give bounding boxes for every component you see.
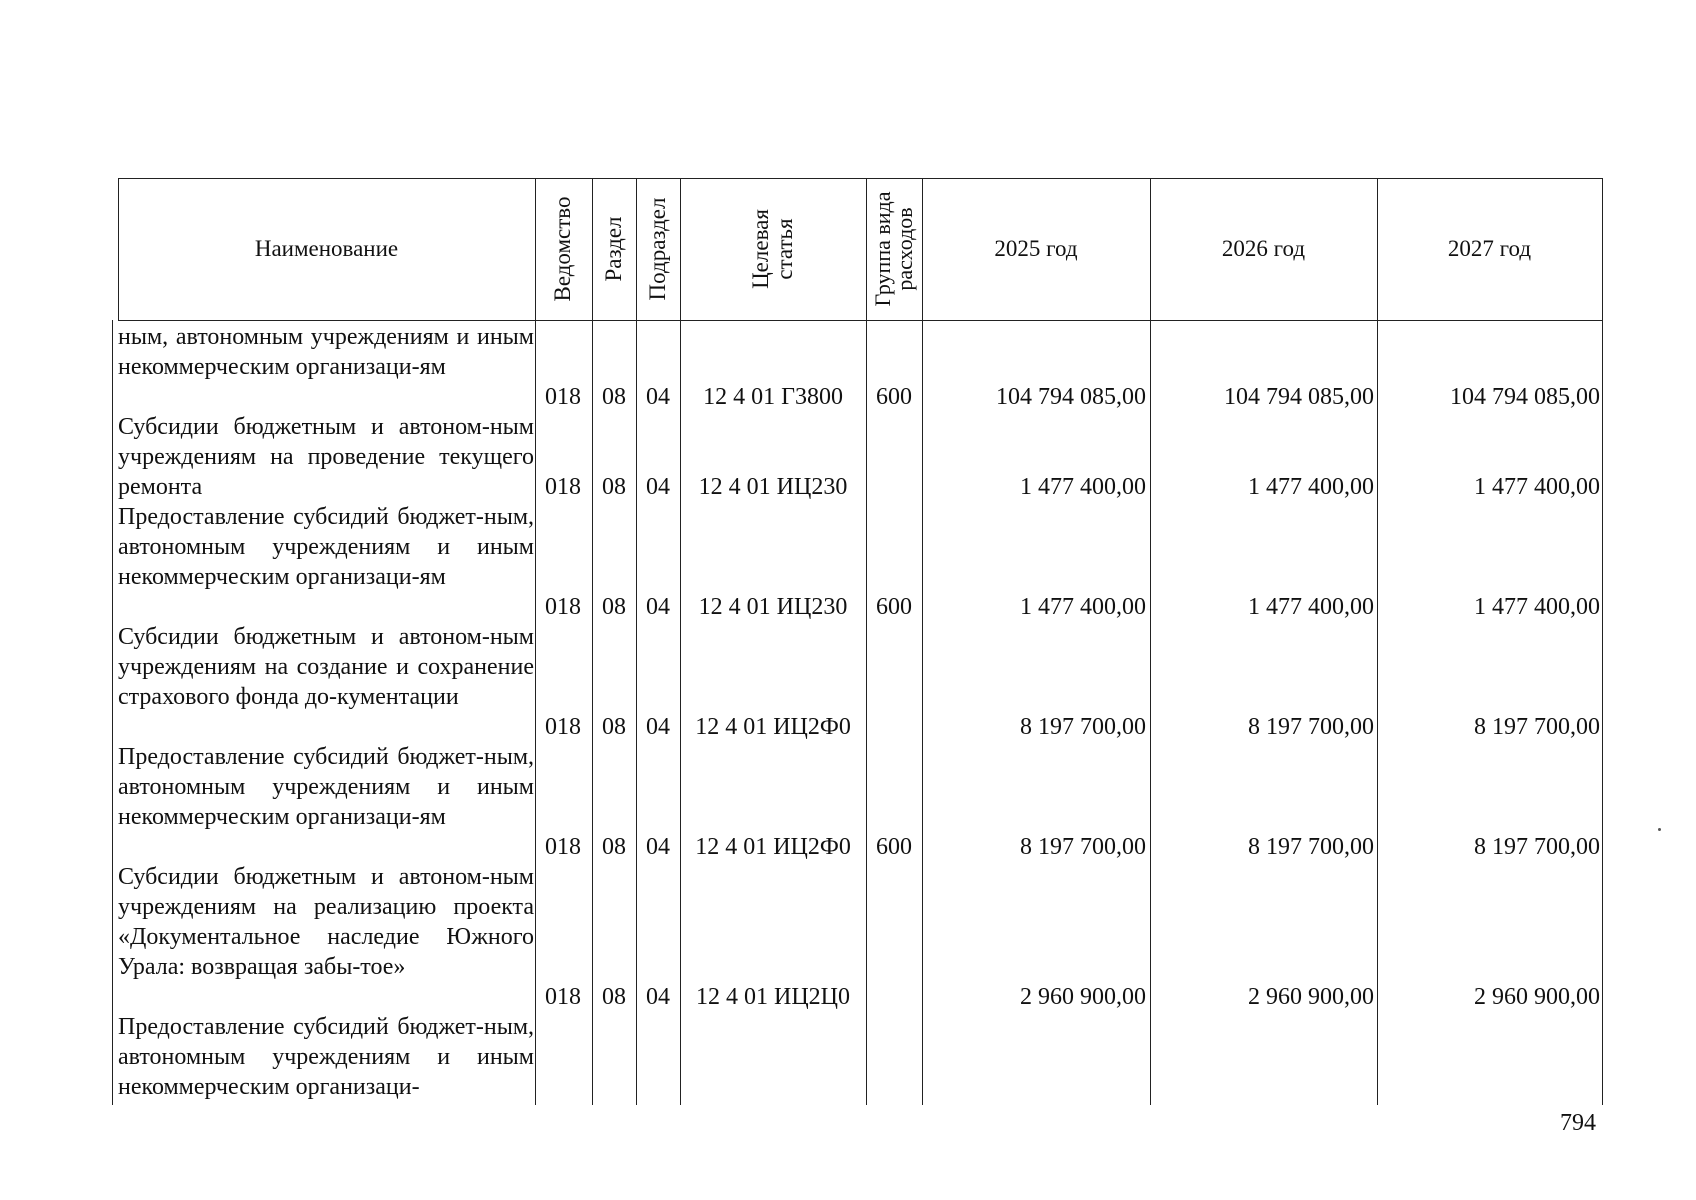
col-border-left-body (112, 320, 113, 1105)
row-3-name: Субсидии бюджетным и автоном-ным учреждениям на создание и сохранение страхового фонда до-кументации (118, 624, 534, 710)
row-1-2026: 1 477 400,00 (1248, 474, 1374, 500)
header-2027: 2027 год (1447, 236, 1532, 261)
row-1-razd: 08 (602, 474, 626, 500)
header-group (872, 192, 916, 307)
row-0-2027: 104 794 085,00 (1450, 384, 1600, 410)
header-podrazdel: Подраздел (645, 197, 670, 301)
row-3-2025: 8 197 700,00 (1020, 714, 1146, 740)
row-1-name: Субсидии бюджетным и автоном-ным учреждениям на проведение текущего ремонта (118, 414, 534, 500)
col-border-podr (636, 178, 637, 1105)
row-0-podr: 04 (646, 384, 670, 410)
row-2-podr: 04 (646, 594, 670, 620)
col-border-target (680, 178, 681, 1105)
row-1-target: 12 4 01 ИЦ230 (698, 474, 848, 500)
header-group-line1: Группа вида (870, 191, 895, 307)
header-group-line2: расходов (892, 207, 917, 291)
row-3-ved: 018 (545, 714, 581, 740)
row-0-group: 600 (876, 384, 912, 410)
row-4-2027: 8 197 700,00 (1474, 834, 1600, 860)
row-5-2026: 2 960 900,00 (1248, 984, 1374, 1010)
row-4-ved: 018 (545, 834, 581, 860)
header-target-line1: Целевая (748, 209, 773, 289)
col-border-ved (535, 178, 536, 1105)
row-1-podr: 04 (646, 474, 670, 500)
header-razdel: Раздел (601, 216, 626, 282)
header-name: Наименование (254, 236, 399, 261)
row-3-2026: 8 197 700,00 (1248, 714, 1374, 740)
row-3-podr: 04 (646, 714, 670, 740)
row-3-target: 12 4 01 ИЦ2Ф0 (695, 714, 851, 740)
row-2-target: 12 4 01 ИЦ230 (698, 594, 848, 620)
row-4-2025: 8 197 700,00 (1020, 834, 1146, 860)
row-4-podr: 04 (646, 834, 670, 860)
row-3-razd: 08 (602, 714, 626, 740)
col-border-razd (592, 178, 593, 1105)
row-1-2027: 1 477 400,00 (1474, 474, 1600, 500)
row-2-2027: 1 477 400,00 (1474, 594, 1600, 620)
page-number: 794 (1560, 1110, 1596, 1136)
header-bottom-border (118, 320, 1602, 321)
row-4-target: 12 4 01 ИЦ2Ф0 (695, 834, 851, 860)
row-1-2025: 1 477 400,00 (1020, 474, 1146, 500)
row-4-2026: 8 197 700,00 (1248, 834, 1374, 860)
row-1-ved: 018 (545, 474, 581, 500)
row-0-target: 12 4 01 Г3800 (703, 384, 843, 410)
header-target-line2: статья (772, 218, 797, 280)
header-target (749, 209, 797, 289)
header-vedomstvo: Ведомство (550, 196, 575, 302)
scan-speck (1658, 828, 1661, 831)
row-5-name: Субсидии бюджетным и автоном-ным учреждениям на реализацию проекта «Документальное наследие Южного Урала: возвращая забы-тое» (118, 864, 534, 980)
row-2-name: Предоставление субсидий бюджет-ным, автономным учреждениям и иным некоммерческим организаци-ям (118, 504, 534, 590)
row-2-razd: 08 (602, 594, 626, 620)
row-0-2026: 104 794 085,00 (1224, 384, 1374, 410)
row-5-podr: 04 (646, 984, 670, 1010)
header-2026: 2026 год (1221, 236, 1306, 261)
row-5-ved: 018 (545, 984, 581, 1010)
row-5-target: 12 4 01 ИЦ2Ц0 (696, 984, 850, 1010)
row-2-2025: 1 477 400,00 (1020, 594, 1146, 620)
row-2-2026: 1 477 400,00 (1248, 594, 1374, 620)
row-0-razd: 08 (602, 384, 626, 410)
row-4-group: 600 (876, 834, 912, 860)
row-4-name: Предоставление субсидий бюджет-ным, автономным учреждениям и иным некоммерческим организаци-ям (118, 744, 534, 830)
header-2025: 2025 год (994, 236, 1078, 261)
row-4-razd: 08 (602, 834, 626, 860)
row-3-2027: 8 197 700,00 (1474, 714, 1600, 740)
row-2-group: 600 (876, 594, 912, 620)
row-5-2025: 2 960 900,00 (1020, 984, 1146, 1010)
row-0-2025: 104 794 085,00 (996, 384, 1146, 410)
row-2-ved: 018 (545, 594, 581, 620)
col-border-right (1602, 178, 1603, 1105)
row-0-ved: 018 (545, 384, 581, 410)
row-5-2027: 2 960 900,00 (1474, 984, 1600, 1010)
row-6-name: Предоставление субсидий бюджет-ным, автономным учреждениям и иным некоммерческим организаци- (118, 1014, 534, 1100)
row-0-name: ным, автономным учреждениям и иным некоммерческим организаци-ям (118, 324, 534, 380)
row-5-razd: 08 (602, 984, 626, 1010)
col-border-group (866, 178, 867, 1105)
